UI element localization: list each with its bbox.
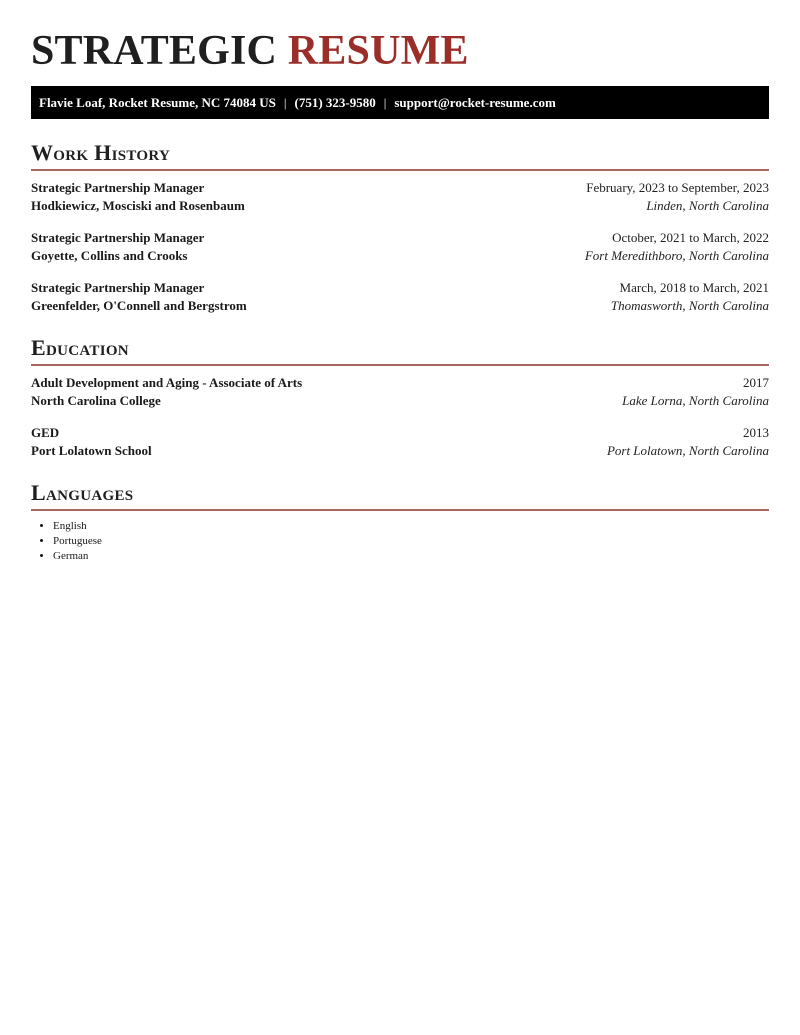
- school-name: North Carolina College: [31, 393, 161, 408]
- job-dates: October, 2021 to March, 2022: [612, 230, 769, 245]
- work-entry: [31, 279, 769, 314]
- school-name: Port Lolatown School: [31, 443, 152, 458]
- languages-heading: Languages: [31, 481, 769, 511]
- graduation-year: 2013: [743, 425, 769, 440]
- job-title: Strategic Partnership Manager: [31, 230, 205, 245]
- job-dates: February, 2023 to September, 2023: [586, 180, 769, 195]
- degree-name: GED: [31, 425, 60, 440]
- job-title: Strategic Partnership Manager: [31, 280, 205, 295]
- job-location: Fort Meredithboro, North Carolina: [584, 248, 769, 263]
- graduation-year: 2017: [743, 375, 769, 390]
- work-entry: [31, 179, 769, 214]
- contact-separator: |: [383, 94, 387, 110]
- title-accent: RESUME: [287, 28, 469, 74]
- education-entries: [31, 366, 769, 459]
- contact-separator: |: [283, 94, 287, 110]
- school-location: Lake Lorna, North Carolina: [622, 393, 769, 408]
- education-entry: [31, 424, 769, 459]
- work-entry: [31, 229, 769, 264]
- resume-title: [31, 0, 769, 75]
- work-history-heading: Work History: [31, 141, 769, 171]
- company-name: Goyette, Collins and Crooks: [31, 248, 188, 263]
- company-name: Hodkiewicz, Mosciski and Rosenbaum: [31, 198, 245, 213]
- language-item: • German: [53, 549, 769, 564]
- language-item: • Portuguese: [53, 534, 769, 549]
- languages-list: [31, 519, 769, 564]
- contact-bar: [31, 86, 769, 119]
- contact-email: support@rocket-resume.com: [394, 94, 556, 110]
- work-history-entries: [31, 171, 769, 314]
- job-location: Thomasworth, North Carolina: [610, 298, 769, 313]
- title-main: STRATEGIC: [31, 28, 278, 74]
- languages-section: [31, 481, 769, 564]
- contact-phone: (751) 323-9580: [294, 94, 376, 110]
- company-name: Greenfelder, O'Connell and Bergstrom: [31, 298, 247, 313]
- school-location: Port Lolatown, North Carolina: [606, 443, 769, 458]
- contact-name-address: Flavie Loaf, Rocket Resume, NC 74084 US: [39, 94, 276, 110]
- education-section: [31, 336, 769, 459]
- job-location: Linden, North Carolina: [646, 198, 769, 213]
- education-entry: [31, 374, 769, 409]
- education-heading: Education: [31, 336, 769, 366]
- work-history-section: [31, 141, 769, 314]
- language-item: • English: [53, 519, 769, 534]
- degree-name: Adult Development and Aging - Associate of Arts: [31, 375, 303, 390]
- job-title: Strategic Partnership Manager: [31, 180, 205, 195]
- job-dates: March, 2018 to March, 2021: [619, 280, 769, 295]
